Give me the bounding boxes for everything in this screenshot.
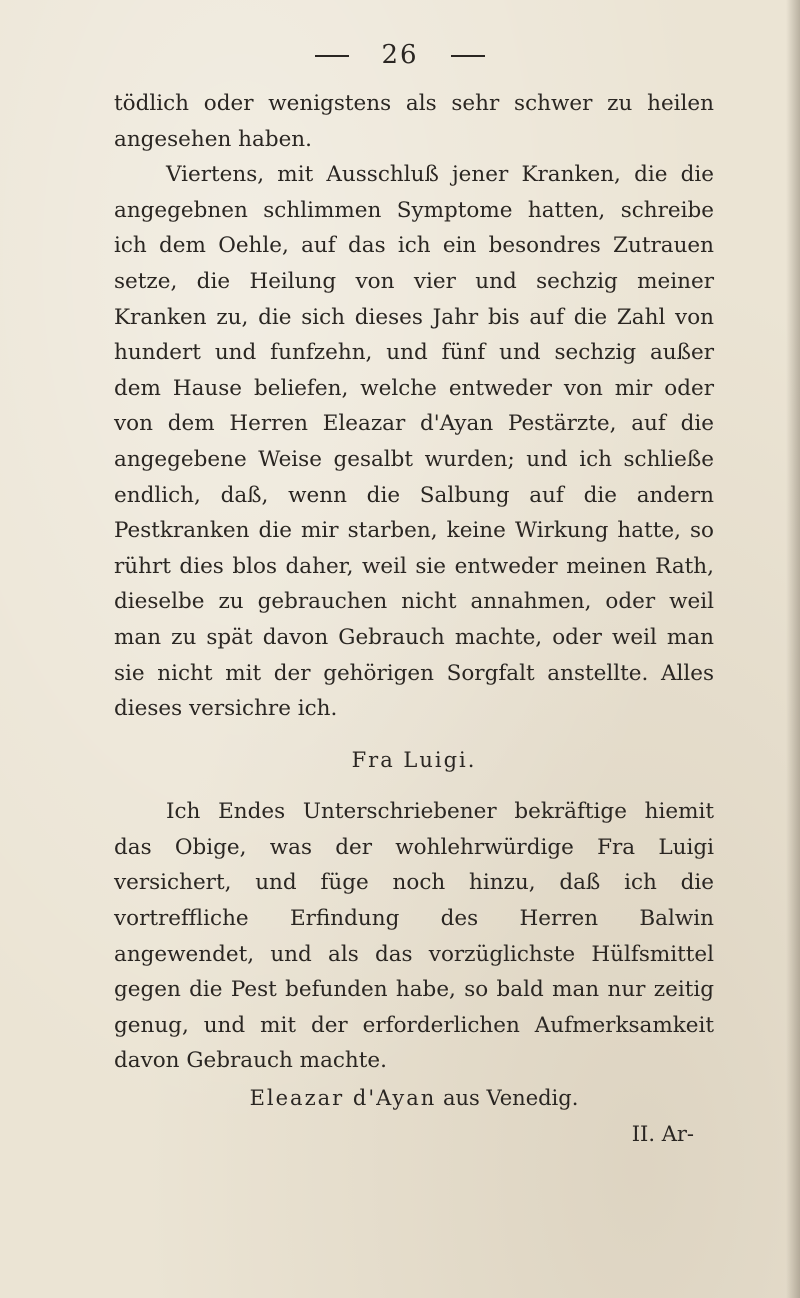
signature-fra-luigi: Fra Luigi. xyxy=(351,747,477,772)
page-edge-shadow xyxy=(786,0,800,1298)
signature-suffix: aus Venedig. xyxy=(443,1086,579,1111)
page-header xyxy=(0,40,800,70)
body-text xyxy=(114,86,714,1152)
signature-eleazar xyxy=(114,1081,714,1117)
paragraph-attestation: Ich Endes Unterschriebener bekräftige hiemit das Obige, was der wohlehrwürdige Fra Luigi versichert, und füge noch hinzu, daß ich die vortreffliche Erfindung des Herren Balwin angewendet, und als das vorzüglichste Hülfsmittel gegen die Pest befunden habe, so bald man nur zeitig genug, und mit der erforderlichen Aufmerksamkeit davon Gebrauch machte. xyxy=(114,799,714,1074)
page-number: 26 xyxy=(381,40,419,70)
paragraph-continuation: tödlich oder wenigstens als sehr schwer zu heilen angesehen haben. xyxy=(114,91,714,152)
header-dash-left xyxy=(315,55,349,57)
paragraph-fourth: Viertens, mit Ausschluß jener Kranken, die die angegebnen schlimmen Symptome hatten, schreibe ich dem Oehle, auf das ich ein besondres Zutrauen setze, die Heilung von vier und sechzig meiner Kranken zu, die sich dieses Jahr bis auf die Zahl von hundert und funfzehn, und fünf und sechzig außer dem Hause beliefen, welche entweder von mir oder von dem Herren Eleazar d'Ayan Pestärzte, auf die angegebene Weise gesalbt wurden; und ich schließe endlich, daß, wenn die Salbung auf die andern Pestkranken die mir starben, keine Wirkung hatte, so rührt dies blos daher, weil sie entweder meinen Rath, dieselbe zu gebrauchen nicht annahmen, oder weil man zu spät davon Gebrauch machte, oder weil man sie nicht mit der gehörigen Sorgfalt anstellte. Alles dieses versichre ich. xyxy=(114,162,714,722)
catchword: II. Ar- xyxy=(631,1121,694,1146)
header-dash-right xyxy=(451,55,485,57)
signature-name: Eleazar d'Ayan xyxy=(249,1086,437,1111)
